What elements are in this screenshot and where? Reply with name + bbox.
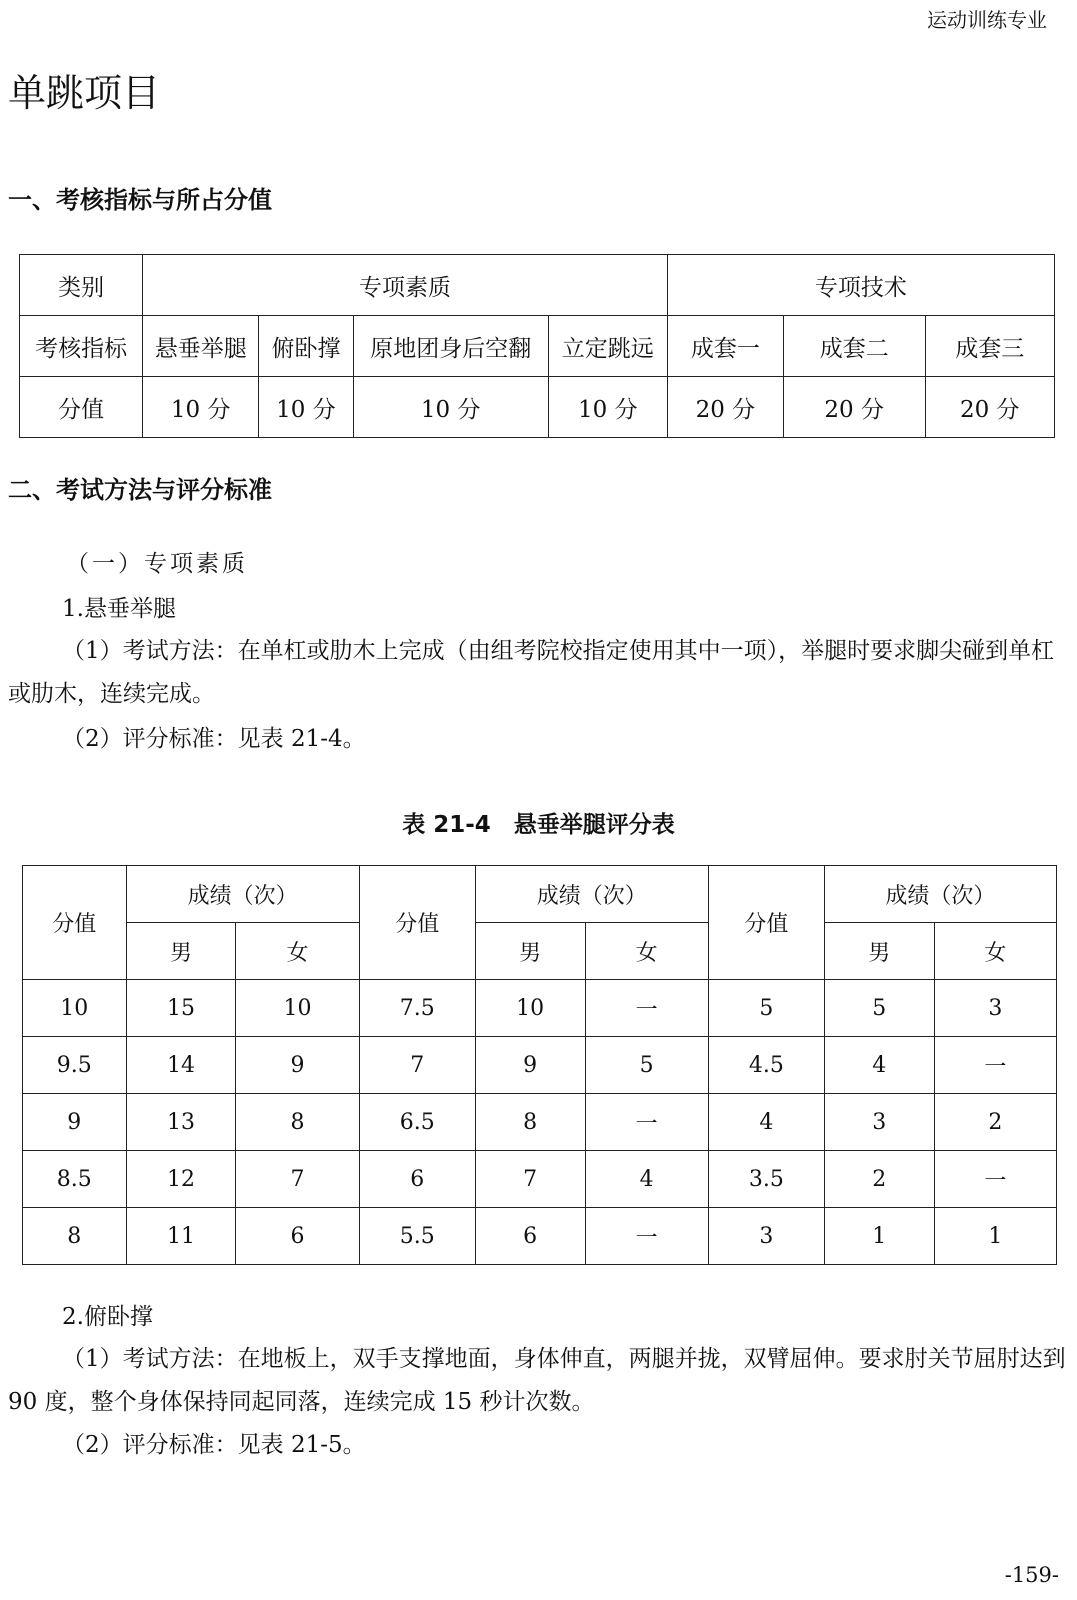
table-cell: 1: [934, 1208, 1056, 1265]
table-cell: 3.5: [708, 1151, 824, 1208]
table-cell: 11: [126, 1208, 236, 1265]
header-female: 女: [934, 923, 1056, 980]
header-male: 男: [126, 923, 236, 980]
section-heading-1: 一、考核指标与所占分值: [8, 186, 272, 214]
table-cell: 9: [23, 1094, 127, 1151]
table-cell: 8: [236, 1094, 359, 1151]
table-cell: 10 分: [548, 377, 667, 438]
table-cell: 8: [475, 1094, 585, 1151]
header-score: 分值: [23, 866, 127, 980]
header-result: 成绩（次）: [126, 866, 359, 923]
method-text: （1）考试方法：在单杠或肋木上完成（由组考院校指定使用其中一项），举腿时要求脚尖碰到单杠或肋木，连续完成。: [8, 638, 1055, 707]
table-cell: 原地团身后空翻: [353, 316, 548, 377]
table-cell: 6: [236, 1208, 359, 1265]
item-title: 1.悬垂举腿: [62, 596, 176, 622]
page-title: 单跳项目: [8, 71, 161, 115]
table-cell: 20 分: [667, 377, 783, 438]
header-male: 男: [824, 923, 934, 980]
table-cell: 7.5: [359, 980, 475, 1037]
table-cell: 10: [23, 980, 127, 1037]
table-cell: 13: [126, 1094, 236, 1151]
table-cell: 7: [359, 1037, 475, 1094]
table-cell: 成套二: [783, 316, 925, 377]
table-row: [23, 1037, 1057, 1094]
table-cell: 8: [23, 1208, 127, 1265]
table-cell: 专项素质: [143, 255, 668, 316]
header-score: 分值: [708, 866, 824, 980]
table-row: [23, 1208, 1057, 1265]
header-result: 成绩（次）: [475, 866, 708, 923]
running-header: 运动训练专业: [927, 8, 1047, 32]
table-cell: 一: [934, 1151, 1056, 1208]
table-cell: 6.5: [359, 1094, 475, 1151]
table-cell: 15: [126, 980, 236, 1037]
table-cell: 专项技术: [667, 255, 1054, 316]
table-cell: 5: [708, 980, 824, 1037]
table-cell: 2: [824, 1151, 934, 1208]
header-female: 女: [236, 923, 359, 980]
header-female: 女: [585, 923, 708, 980]
header-result: 成绩（次）: [824, 866, 1056, 923]
table-header-row: [23, 923, 1057, 980]
table-cell: 7: [475, 1151, 585, 1208]
table-cell: 4: [708, 1094, 824, 1151]
table-cell: 4: [824, 1037, 934, 1094]
table-cell: 7: [236, 1151, 359, 1208]
table-cell: 成套三: [925, 316, 1054, 377]
subsection-heading: （一）专项素质: [66, 551, 248, 577]
table-cell: 12: [126, 1151, 236, 1208]
table-cell: 10 分: [259, 377, 353, 438]
item-title: 2.俯卧撑: [62, 1304, 153, 1330]
table-row: [20, 377, 1055, 438]
table-cell: 20 分: [783, 377, 925, 438]
section-heading-2: 二、考试方法与评分标准: [8, 476, 272, 504]
table-cell: 2: [934, 1094, 1056, 1151]
table-row: [23, 1094, 1057, 1151]
table-cell: 类别: [20, 255, 143, 316]
table-row: [23, 980, 1057, 1037]
table-cell: 9: [236, 1037, 359, 1094]
paragraph-standard: （2）评分标准：见表 21-4。: [62, 726, 366, 752]
table-cell: 立定跳远: [548, 316, 667, 377]
table-cell: 俯卧撑: [259, 316, 353, 377]
table-cell: 20 分: [925, 377, 1054, 438]
table-cell: 成套一: [667, 316, 783, 377]
table-cell: 3: [824, 1094, 934, 1151]
table-cell: 考核指标: [20, 316, 143, 377]
table-cell: 6: [475, 1208, 585, 1265]
leg-raise-score-table: [22, 865, 1057, 1265]
table-cell: 一: [585, 980, 708, 1037]
assessment-index-table: [19, 254, 1055, 438]
paragraph-standard: （2）评分标准：见表 21-5。: [62, 1432, 366, 1458]
table-cell: 10: [236, 980, 359, 1037]
table-cell: 4.5: [708, 1037, 824, 1094]
table-row: [20, 316, 1055, 377]
table-header-row: [23, 866, 1057, 923]
table-cell: 8.5: [23, 1151, 127, 1208]
paragraph-method: [8, 630, 1068, 716]
table-cell: 一: [585, 1094, 708, 1151]
table-cell: 1: [824, 1208, 934, 1265]
table-cell: 14: [126, 1037, 236, 1094]
table-cell: 悬垂举腿: [143, 316, 259, 377]
table-caption: 表 21-4 悬垂举腿评分表: [402, 812, 675, 838]
paragraph-method: [8, 1338, 1068, 1424]
method-text: （1）考试方法：在地板上，双手支撑地面，身体伸直，两腿并拢，双臂屈伸。要求肘关节屈肘达到 90 度，整个身体保持同起同落，连续完成 15 秒计次数。: [8, 1346, 1066, 1415]
table-cell: 4: [585, 1151, 708, 1208]
table-cell: 3: [708, 1208, 824, 1265]
header-score: 分值: [359, 866, 475, 980]
table-row: [23, 1151, 1057, 1208]
table-cell: 5: [824, 980, 934, 1037]
table-cell: 9: [475, 1037, 585, 1094]
table-row: [20, 255, 1055, 316]
table-cell: 10 分: [143, 377, 259, 438]
table-cell: 9.5: [23, 1037, 127, 1094]
table-cell: 分值: [20, 377, 143, 438]
table-cell: 10 分: [353, 377, 548, 438]
table-cell: 3: [934, 980, 1056, 1037]
page-number: -159-: [1004, 1563, 1059, 1587]
table-cell: 6: [359, 1151, 475, 1208]
table-cell: 5: [585, 1037, 708, 1094]
header-male: 男: [475, 923, 585, 980]
table-cell: 5.5: [359, 1208, 475, 1265]
table-cell: 10: [475, 980, 585, 1037]
table-cell: 一: [585, 1208, 708, 1265]
table-cell: 一: [934, 1037, 1056, 1094]
